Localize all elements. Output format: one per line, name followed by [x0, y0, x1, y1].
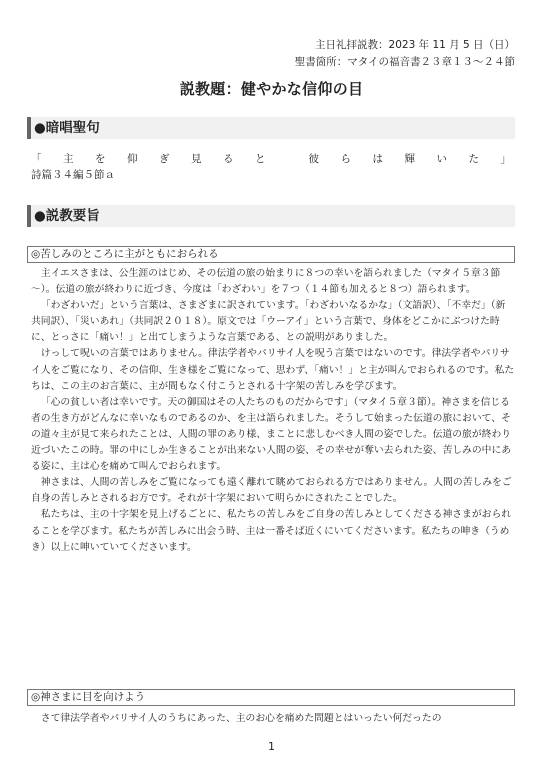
- verse-char: を: [95, 153, 106, 165]
- verse-char: は: [372, 153, 383, 165]
- paragraph: 神さまは、人間の苦しみをご覧になっても遠く離れて眺めておられる方ではありません。人間の苦しみをご自身の苦しみとされるお方です。それが十字架において明らかにされたことでした。: [31, 477, 512, 505]
- verse-char: た: [468, 153, 479, 165]
- paragraph: 私たちは、主の十字架を見上げるごとに、私たちの苦しみをご自身の苦しみとしてくださる神さまがおられることを学びます。私たちが苦しみに出会う時、主は一番そば近くにいてくださいます。私たちの呻き（うめき）以上に呻いていてくださいます。: [31, 509, 512, 553]
- sermon-body: [31, 266, 515, 556]
- scripture-passage-line: 聖書箇所：マタイの福音書２３章１３～２４節: [294, 56, 515, 68]
- memory-verse-heading: ●暗唱聖句: [27, 117, 515, 139]
- verse-char: 」: [500, 153, 511, 165]
- sermon-summary-heading: ●説教要旨: [27, 205, 515, 227]
- paragraph: 主イエスさまは、公生涯のはじめ、その伝道の旅の始まりに８つの幸いを語られました（マタイ５章３節～）。伝道の旅が終わりに近づき、今度は「わざわい」を７つ（１４節も加えると８つ）語られます。: [31, 268, 501, 296]
- paragraph: 「わざわいだ」という言葉は、さまざまに訳されています。「わざわいなるかな」（文語訳）、「不幸だ」（新共同訳）、「災いあれ」（共同訳２０１８）。原文では「ウーアイ」という言葉で、身体をどこかにぶつけた時に、とっさに「痛い！」と出てしまうような言葉である、との説明がありました。: [31, 300, 506, 344]
- paragraph: けっして呪いの言葉ではありません。律法学者やパリサイ人を呪う言葉ではないのです。律法学者やパリサイ人をご覧になり、その信仰、生き様をご覧になって、思わず、「痛い！」と主が叫んでおられるのです。私たちは、この主のお言葉に、主が間もなく付こうとされる十字架の苦しみを学びます。: [31, 348, 515, 392]
- subheading-box: ◎苦しみのところに主がともにおられる: [27, 246, 515, 263]
- paragraph: さて律法学者やパリサイ人のうちにあった、主のお心を痛めた問題とはいったい何だったの: [40, 713, 442, 724]
- verse-char: 主: [63, 153, 74, 165]
- paragraph: 「心の貧しい者は幸いです。天の御国はその人たちのものだからです」（マタイ５章３節）。神さまを信じる者の生き方がどんなに幸いなものであるのか、を主は語られました。そうして始まった伝道の旅において、その道々主が見て来られたことは、人間の罪のあり様、まことに悲しむべき人間の姿でした。伝道の旅が終わり近づいたこの時。罪の中にしか生きることが出来ない人間の姿、その幸せが奪い去られた姿、苦しみの中にある姿に、主は心を痛めて叫んでおられます。: [31, 396, 512, 473]
- sermon-date-line: 主日礼拝説教：2023 年 11 月 5 日（日）: [315, 39, 515, 51]
- memory-verse-reference: 詩篇３４編５節ａ: [31, 169, 115, 181]
- verse-char: い: [436, 153, 447, 165]
- verse-char: 輝: [404, 153, 415, 165]
- page-number: 1: [268, 740, 275, 753]
- verse-char: 仰: [127, 153, 138, 165]
- verse-char: 「: [31, 153, 42, 165]
- verse-char: る: [223, 153, 234, 165]
- subheading-box: ◎神さまに目を向けよう: [27, 689, 515, 706]
- verse-char: ぎ: [159, 153, 170, 165]
- sermon-title: 説教題：健やかな信仰の目: [179, 80, 364, 98]
- verse-char: 彼: [308, 153, 319, 165]
- verse-char: 見: [191, 153, 202, 165]
- memory-verse-text: [31, 152, 511, 166]
- verse-char: ら: [340, 153, 351, 165]
- verse-char: と: [255, 153, 266, 165]
